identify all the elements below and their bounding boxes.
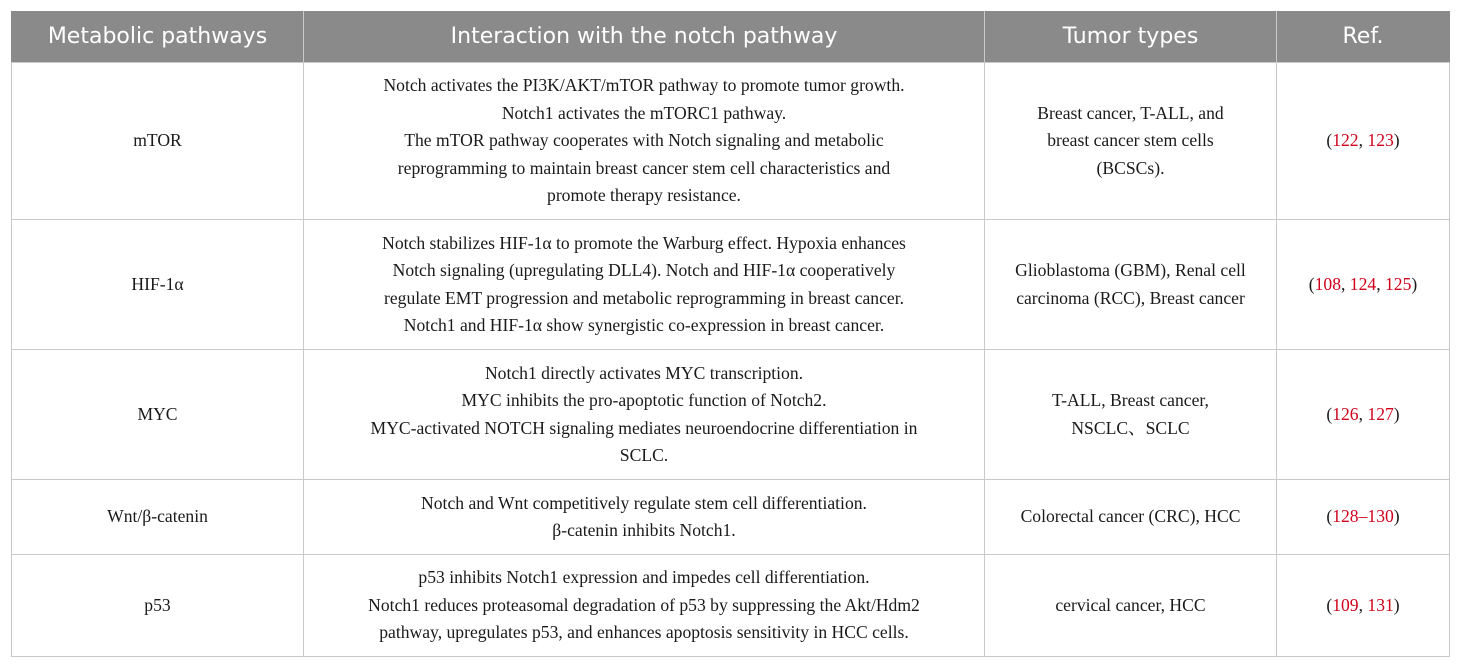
- header-ref: Ref.: [1277, 11, 1450, 63]
- tumor-types-cell: [985, 220, 1277, 350]
- interaction-line: Notch1 reduces proteasomal degradation of p53 by suppressing the Akt/Hdm2: [368, 594, 920, 615]
- interaction-line: Notch1 activates the mTORC1 pathway.: [501, 102, 787, 123]
- interaction-line: The mTOR pathway cooperates with Notch signaling and metabolic: [404, 130, 884, 151]
- tumor-types-line: Glioblastoma (GBM), Renal cell: [1015, 260, 1246, 280]
- tumor-types-line: Breast cancer, T-ALL, and: [1037, 102, 1224, 123]
- pathway-cell: p53: [12, 555, 304, 657]
- data-table: [11, 11, 1450, 657]
- interaction-cell: [304, 220, 985, 350]
- ref-cell: [1277, 480, 1450, 555]
- table-row: [12, 63, 1450, 220]
- interaction-line: Notch and Wnt competitively regulate stem cell differentiation.: [421, 492, 867, 513]
- ref-open-paren: (: [1326, 403, 1333, 424]
- table-row: [12, 555, 1450, 657]
- pathway-cell: Wnt/β-catenin: [12, 480, 304, 555]
- header-metabolic-pathways: Metabolic pathways: [12, 11, 304, 63]
- ref-link[interactable]: 131: [1367, 594, 1394, 615]
- ref-open-paren: (: [1326, 130, 1333, 151]
- ref-separator: ,: [1358, 403, 1368, 424]
- ref-link[interactable]: 123: [1367, 130, 1394, 151]
- interaction-line: Notch1 directly activates MYC transcription.: [484, 362, 804, 383]
- tumor-types-cell: [985, 555, 1277, 657]
- ref-close-paren: ): [1393, 130, 1400, 151]
- tumor-types-cell: [985, 350, 1277, 480]
- interaction-line: Notch stabilizes HIF-1α to promote the Warburg effect. Hypoxia enhances: [382, 232, 906, 253]
- ref-link[interactable]: 109: [1332, 594, 1359, 615]
- interaction-line: p53 inhibits Notch1 expression and impedes cell differentiation.: [418, 567, 870, 588]
- header-row: [12, 11, 1450, 63]
- ref-link[interactable]: 127: [1367, 403, 1394, 424]
- table-row: [12, 480, 1450, 555]
- ref-close-paren: ): [1393, 506, 1400, 527]
- ref-open-paren: (: [1326, 594, 1333, 615]
- interaction-line: Notch signaling (upregulating DLL4). Notch and HIF-1α cooperatively: [392, 260, 896, 280]
- ref-close-paren: ): [1393, 403, 1400, 424]
- ref-open-paren: (: [1326, 506, 1333, 527]
- table-row: [12, 220, 1450, 350]
- pathway-cell: mTOR: [12, 63, 304, 220]
- ref-close-paren: ): [1393, 594, 1400, 615]
- interaction-line: promote therapy resistance.: [547, 185, 741, 206]
- ref-separator: ,: [1358, 130, 1368, 151]
- interaction-line: MYC inhibits the pro-apoptotic function of Notch2.: [461, 390, 827, 410]
- header-tumor-types: Tumor types: [985, 11, 1277, 63]
- ref-link[interactable]: 108: [1314, 273, 1341, 294]
- ref-link[interactable]: 128–130: [1332, 506, 1394, 527]
- interaction-line: pathway, upregulates p53, and enhances apoptosis sensitivity in HCC cells.: [379, 622, 909, 643]
- ref-separator: ,: [1376, 273, 1385, 294]
- ref-open-paren: (: [1308, 273, 1315, 294]
- ref-link[interactable]: 125: [1384, 273, 1412, 294]
- ref-cell: [1277, 220, 1450, 350]
- ref-cell: [1277, 63, 1450, 220]
- ref-cell: [1277, 350, 1450, 480]
- tumor-types-line: breast cancer stem cells: [1047, 130, 1214, 151]
- interaction-line: reprogramming to maintain breast cancer stem cell characteristics and: [397, 157, 891, 178]
- tumor-types-line: T-ALL, Breast cancer,: [1052, 390, 1209, 410]
- interaction-cell: [304, 350, 985, 480]
- ref-close-paren: ): [1411, 273, 1418, 294]
- interaction-line: MYC-activated NOTCH signaling mediates neuroendocrine differentiation in: [370, 417, 918, 438]
- tumor-types-cell: [985, 63, 1277, 220]
- table-row: [12, 350, 1450, 480]
- ref-cell: [1277, 555, 1450, 657]
- pathway-cell: HIF-1α: [12, 220, 304, 350]
- ref-link[interactable]: 122: [1332, 130, 1359, 151]
- pathway-cell: MYC: [12, 350, 304, 480]
- interaction-line: β-catenin inhibits Notch1.: [552, 520, 736, 540]
- interaction-line: Notch1 and HIF-1α show synergistic co-expression in breast cancer.: [403, 315, 885, 335]
- tumor-types-cell: [985, 480, 1277, 555]
- tumor-types-line: NSCLC、SCLC: [1071, 417, 1190, 438]
- interaction-cell: [304, 63, 985, 220]
- interaction-cell: [304, 555, 985, 657]
- ref-separator: ,: [1341, 273, 1350, 294]
- ref-link[interactable]: 126: [1332, 403, 1359, 424]
- ref-link[interactable]: 124: [1349, 273, 1377, 294]
- interaction-line: SCLC.: [619, 445, 669, 465]
- ref-separator: ,: [1358, 594, 1368, 615]
- tumor-types-line: (BCSCs).: [1096, 157, 1165, 178]
- header-interaction: Interaction with the notch pathway: [304, 11, 985, 63]
- tumor-types-line: Colorectal cancer (CRC), HCC: [1020, 506, 1241, 527]
- interaction-line: regulate EMT progression and metabolic reprogramming in breast cancer.: [384, 287, 904, 308]
- tumor-types-line: carcinoma (RCC), Breast cancer: [1016, 287, 1245, 308]
- interaction-cell: [304, 480, 985, 555]
- interaction-line: Notch activates the PI3K/AKT/mTOR pathway to promote tumor growth.: [383, 75, 905, 96]
- tumor-types-line: cervical cancer, HCC: [1055, 594, 1206, 615]
